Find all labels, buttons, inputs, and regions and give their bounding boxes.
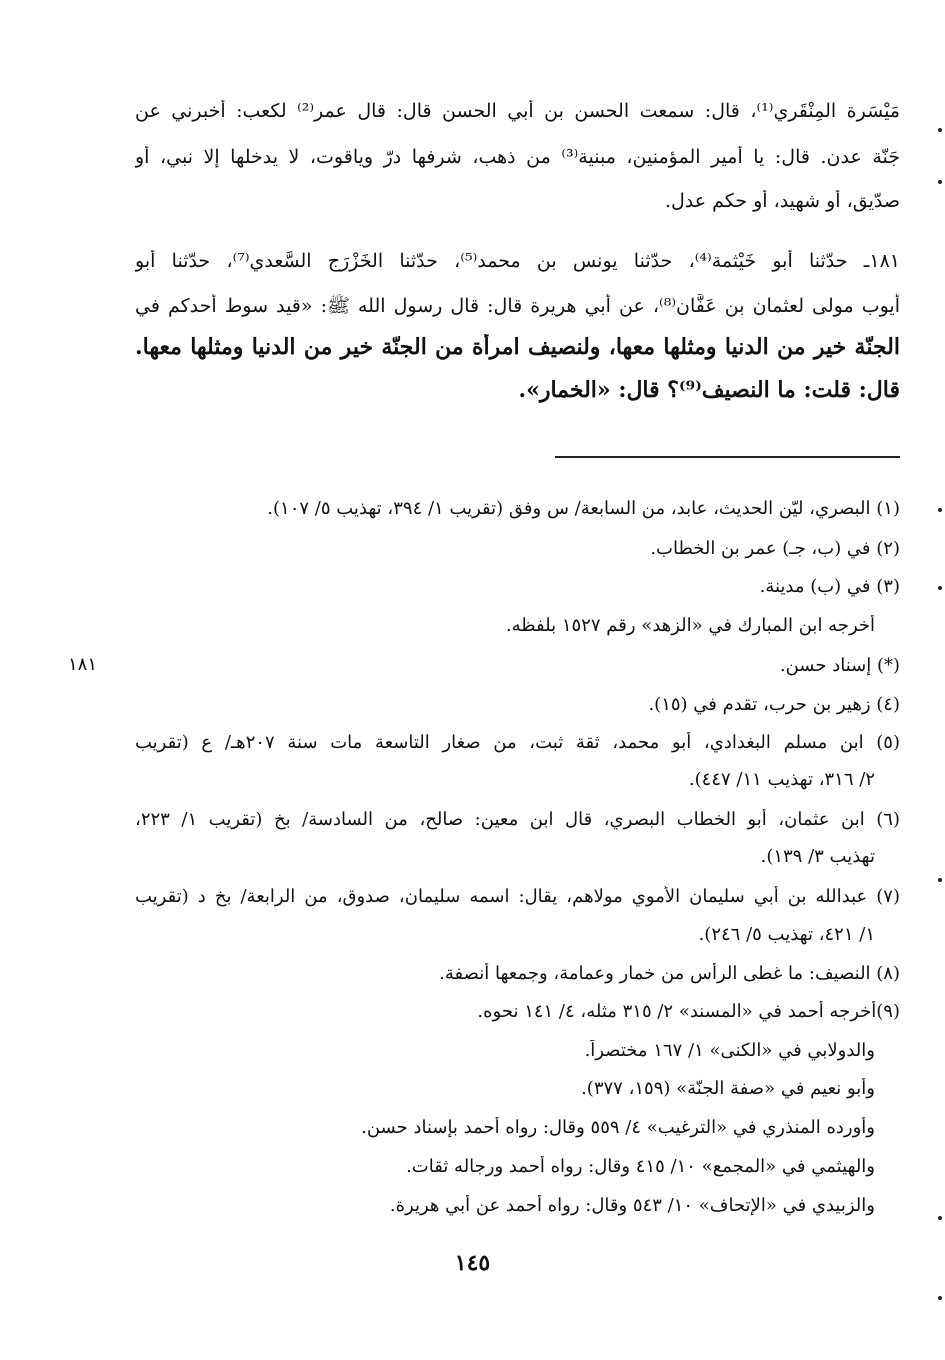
hadith-line-1: الجنّة خير من الدنيا ومثلها معها، ولنصيف امرأة من الجنّة خير من الدنيا ومثلها معها. <box>135 334 900 360</box>
main-line-1: مَيْسَرة المِنْقَري⁽¹⁾، قال: سمعت الحسن بن أبي الحسن قال: قال عمر⁽²⁾ لكعب: أخبرني عن <box>135 100 900 122</box>
hadith-number-margin: ١٨١ <box>68 654 98 675</box>
footnote-1: (١) البصري، ليّن الحديث، عابد، من السابعة/ س وفق (تقريب ١/ ٣٩٤، تهذيب ٥/ ١٠٧). <box>267 498 900 519</box>
footnote-4: (٤) زهير بن حرب، تقدم في (١٥). <box>648 694 900 715</box>
main-line-4: ١٨١ـ حدّثنا أبو خَيْثمة⁽⁴⁾، حدّثنا يونس بن محمد⁽⁵⁾، حدّثنا الخَزْرَج السَّعدي⁽⁷⁾، حدّثنا أبو <box>135 250 900 272</box>
scan-mark <box>938 878 942 882</box>
footnote-3: (٣) في (ب) مدينة. <box>759 576 900 597</box>
footnote-9-line-5: والهيثمي في «المجمع» ١٠/ ٤١٥ وقال: رواه أحمد ورجاله ثقات. <box>406 1156 875 1177</box>
footnote-2: (٢) في (ب، جـ) عمر بن الخطاب. <box>650 538 900 559</box>
scan-mark <box>938 128 942 132</box>
scan-mark <box>938 508 942 512</box>
footnote-separator <box>555 456 900 458</box>
footnote-5-cont: ٢/ ٣١٦، تهذيب ١١/ ٤٤٧). <box>688 769 875 790</box>
page-number: ١٤٥ <box>454 1250 491 1276</box>
footnote-9-line-4: وأورده المنذري في «الترغيب» ٤/ ٥٥٩ وقال: رواه أحمد بإسناد حسن. <box>361 1117 875 1138</box>
main-line-3: صدّيق، أو شهيد، أو حكم عدل. <box>664 190 900 212</box>
footnote-7: (٧) عبدالله بن أبي سليمان الأموي مولاهم، يقال: اسمه سليمان، صدوق، من الرابعة/ بخ د (تقريب <box>135 886 900 907</box>
hadith-line-2: قال: قلت: ما النصيف⁽⁹⁾؟ قال: «الخمار». <box>518 377 900 403</box>
main-line-5: أيوب مولى لعثمان بن عَفَّان⁽⁸⁾، عن أبي هريرة قال: قال رسول الله ﷺ: «قيد سوط أحدكم في <box>135 295 900 317</box>
footnote-9-line-3: وأبو نعيم في «صفة الجنّة» (١٥٩، ٣٧٧). <box>581 1078 875 1099</box>
footnote-7-cont: ١/ ٤٢١، تهذيب ٥/ ٢٤٦). <box>698 924 875 945</box>
footnote-9-line-2: والدولابي في «الكنى» ١/ ١٦٧ مختصراً. <box>584 1040 875 1061</box>
footnote-8: (٨) النصيف: ما غطى الرأس من خمار وعمامة، وجمعها أنصفة. <box>439 963 900 984</box>
scan-mark <box>938 586 942 590</box>
footnote-9: (٩)أخرجه أحمد في «المسند» ٢/ ٣١٥ مثله، ٤/ ١٤١ نحوه. <box>477 1001 900 1022</box>
footnote-star: (*) إسناد حسن. <box>779 655 900 676</box>
scan-mark <box>938 1296 942 1300</box>
footnote-3-source: أخرجه ابن المبارك في «الزهد» رقم ١٥٢٧ بلفظه. <box>505 615 875 636</box>
footnote-6: (٦) ابن عثمان، أبو الخطاب البصري، قال ابن معين: صالح، من السادسة/ بخ (تقريب ١/ ٢٢٣، <box>135 809 900 830</box>
scan-mark <box>938 180 942 184</box>
footnote-6-cont: تهذيب ٣/ ١٣٩). <box>760 846 875 867</box>
footnote-9-line-6: والزبيدي في «الإتحاف» ١٠/ ٥٤٣ وقال: رواه أحمد عن أبي هريرة. <box>389 1195 875 1216</box>
main-line-2: جَنّة عدن. قال: يا أمير المؤمنين، مبنية⁽³⁾ من ذهب، شرفها درّ وياقوت، لا يدخلها إلا نبي، أو <box>135 146 900 168</box>
footnote-5: (٥) ابن مسلم البغدادي، أبو محمد، ثقة ثبت، من صغار التاسعة مات سنة ٢٠٧هـ/ ع (تقريب <box>135 732 900 753</box>
scan-mark <box>938 1216 942 1220</box>
